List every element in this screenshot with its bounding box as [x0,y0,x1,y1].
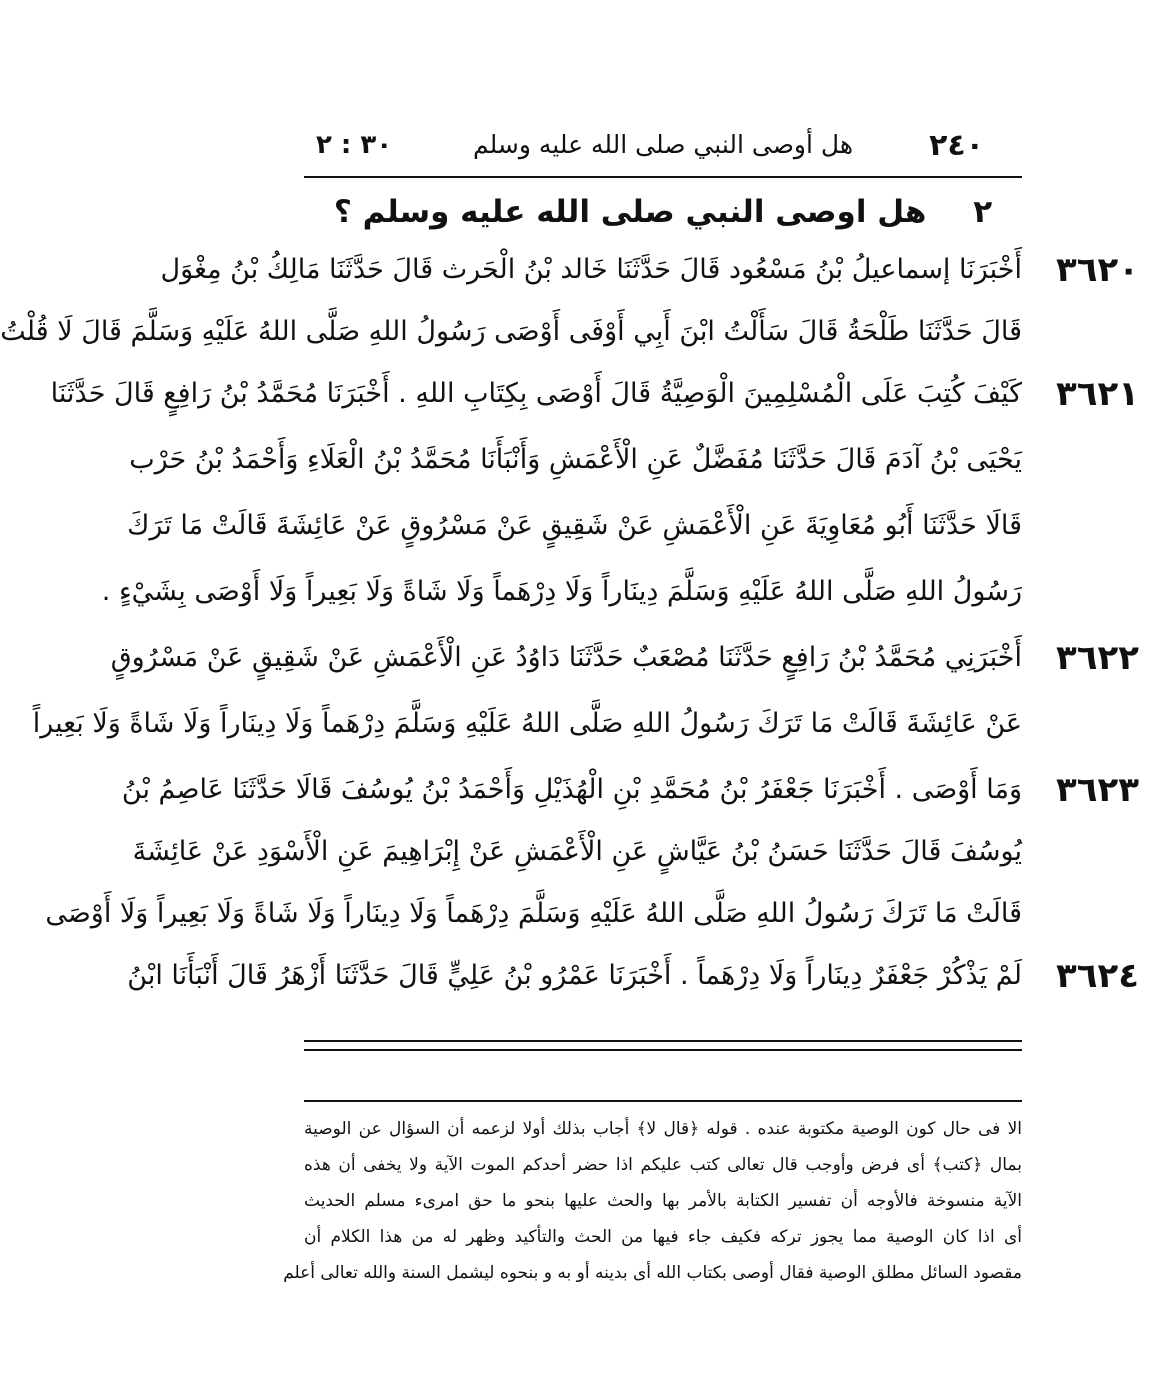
text-line: أَخْبَرَنِي مُحَمَّدُ بْنُ رَافِعٍ حَدَّثَنَا مُصْعَبٌ حَدَّثَنَا دَاوُدُ عَنِ الْأَعْمَشِ عَنْ شَقِيقٍ عَنْ مَسْرُوقٍ [110,642,1022,673]
text-line: يَحْيَى بْنُ آدَمَ قَالَ حَدَّثَنَا مُفَضَّلٌ عَنِ الْأَعْمَشِ وَأَنْبَأَنَا مُحَمَّدُ بْنُ الْعَلَاءِ وَأَحْمَدُ بْنُ حَرْب [129,444,1022,475]
footnote-rule [304,1100,1022,1102]
hadith-number: ٣٦٢٠ [1055,250,1139,290]
text-line: قَالَتْ مَا تَرَكَ رَسُولُ اللهِ صَلَّى اللهُ عَلَيْهِ وَسَلَّمَ دِرْهَماً وَلَا دِينَاراً وَلَا شَاةً وَلَا بَعِيراً وَلَا أَوْصَى [45,898,1022,929]
footer-rule [304,1040,1022,1042]
hadith-number: ٣٦٢٣ [1055,770,1139,810]
hadith-number: ٣٦٢٢ [1055,638,1139,678]
text-line: أَخْبَرَنَا إسماعيلُ بْنُ مَسْعُود قَالَ حَدَّثَنَا خَالد بْنُ الْحَرث قَالَ حَدَّثَنَا مَالِكُ بْنُ مِغْوَل [160,254,1022,285]
text-line: قَالَا حَدَّثَنَا أَبُو مُعَاوِيَةَ عَنِ الْأَعْمَشِ عَنْ شَقِيقٍ عَنْ مَسْرُوقٍ عَنْ عَائِشَةَ قَالَتْ مَا تَرَكَ [127,510,1022,541]
section-reference: ٣٠ : ٢ [316,130,393,160]
running-title: هل أوصى النبي صلى الله عليه وسلم [472,130,854,159]
footnote-line: الا فى حال كون الوصية مكتوبة عنده . قوله ﴿قال لا﴾ أجاب بذلك أولا لزعمه أن السؤال عن الوصية [304,1119,1022,1139]
header-rule [304,176,1022,178]
text-line: رَسُولُ اللهِ صَلَّى اللهُ عَلَيْهِ وَسَلَّمَ دِينَاراً وَلَا دِرْهَماً وَلَا شَاةً وَلَا بَعِيراً وَلَا أَوْصَى بِشَيْءٍ . [101,576,1022,607]
footnote-line: مقصود السائل مطلق الوصية فقال أوصى بكتاب الله أى بدينه أو به و بنحوه ليشمل السنة والله تعالى أعلم [283,1263,1022,1283]
footnote-line: بمال ﴿كتب﴾ أى فرض وأوجب قال تعالى كتب عليكم اذا حضر أحدكم الموت الآية ولا يخفى أن هذه [304,1155,1022,1175]
text-line: قَالَ حَدَّثَنَا طَلْحَةُ قَالَ سَأَلْتُ ابْنَ أَبِي أَوْفَى أَوْصَى رَسُولُ اللهِ صَلَّى اللهُ عَلَيْهِ وَسَلَّمَ قَالَ لَا قُلْتُ [0,316,1022,347]
hadith-number: ٣٦٢٤ [1055,956,1139,996]
chapter-title: هل اوصى النبي صلى الله عليه وسلم ؟ [333,194,927,230]
footer-rule [304,1049,1022,1051]
chapter-number: ٢ [973,194,993,230]
hadith-number: ٣٦٢١ [1055,374,1139,414]
chapter-heading [304,194,1022,230]
text-line: وَمَا أَوْصَى . أَخْبَرَنَا جَعْفَرُ بْنُ مُحَمَّدِ بْنِ الْهُذَيْلِ وَأَحْمَدُ بْنُ يُوسُفَ قَالَا حَدَّثَنَا عَاصِمُ بْنُ [121,774,1022,805]
footnote-line: الآية منسوخة فالأوجه أن تفسير الكتابة بالأمر بها والحث عليها بنحو ما حق امرىء مسلم الحديث [304,1191,1022,1211]
running-header [304,128,1022,168]
footnote-line: أى اذا كان الوصية مما يجوز تركه فكيف جاء فيها من الحث والتأكيد وظهر له من هذا الكلام أن [304,1227,1022,1247]
text-line: لَمْ يَذْكُرْ جَعْفَرٌ دِينَاراً وَلَا دِرْهَماً . أَخْبَرَنَا عَمْرُو بْنُ عَلِيٍّ قَالَ حَدَّثَنَا أَزْهَرُ قَالَ أَنْبَأَنَا ابْنُ [127,960,1022,991]
text-line: عَنْ عَائِشَةَ قَالَتْ مَا تَرَكَ رَسُولُ اللهِ صَلَّى اللهُ عَلَيْهِ وَسَلَّمَ دِرْهَماً وَلَا دِينَاراً وَلَا شَاةً وَلَا بَعِيراً [32,708,1022,739]
text-line: يُوسُفَ قَالَ حَدَّثَنَا حَسَنُ بْنُ عَيَّاشٍ عَنِ الْأَعْمَشِ عَنْ إِبْرَاهِيمَ عَنِ الْأَسْوَدِ عَنْ عَائِشَةَ [132,836,1022,867]
page-number: ٢٤٠ [929,128,984,163]
text-line: كَيْفَ كُتِبَ عَلَى الْمُسْلِمِينَ الْوَصِيَّةُ قَالَ أَوْصَى بِكِتَابِ اللهِ . أَخْبَرَنَا مُحَمَّدُ بْنُ رَافِعٍ قَالَ حَدَّثَنَا [50,378,1022,409]
